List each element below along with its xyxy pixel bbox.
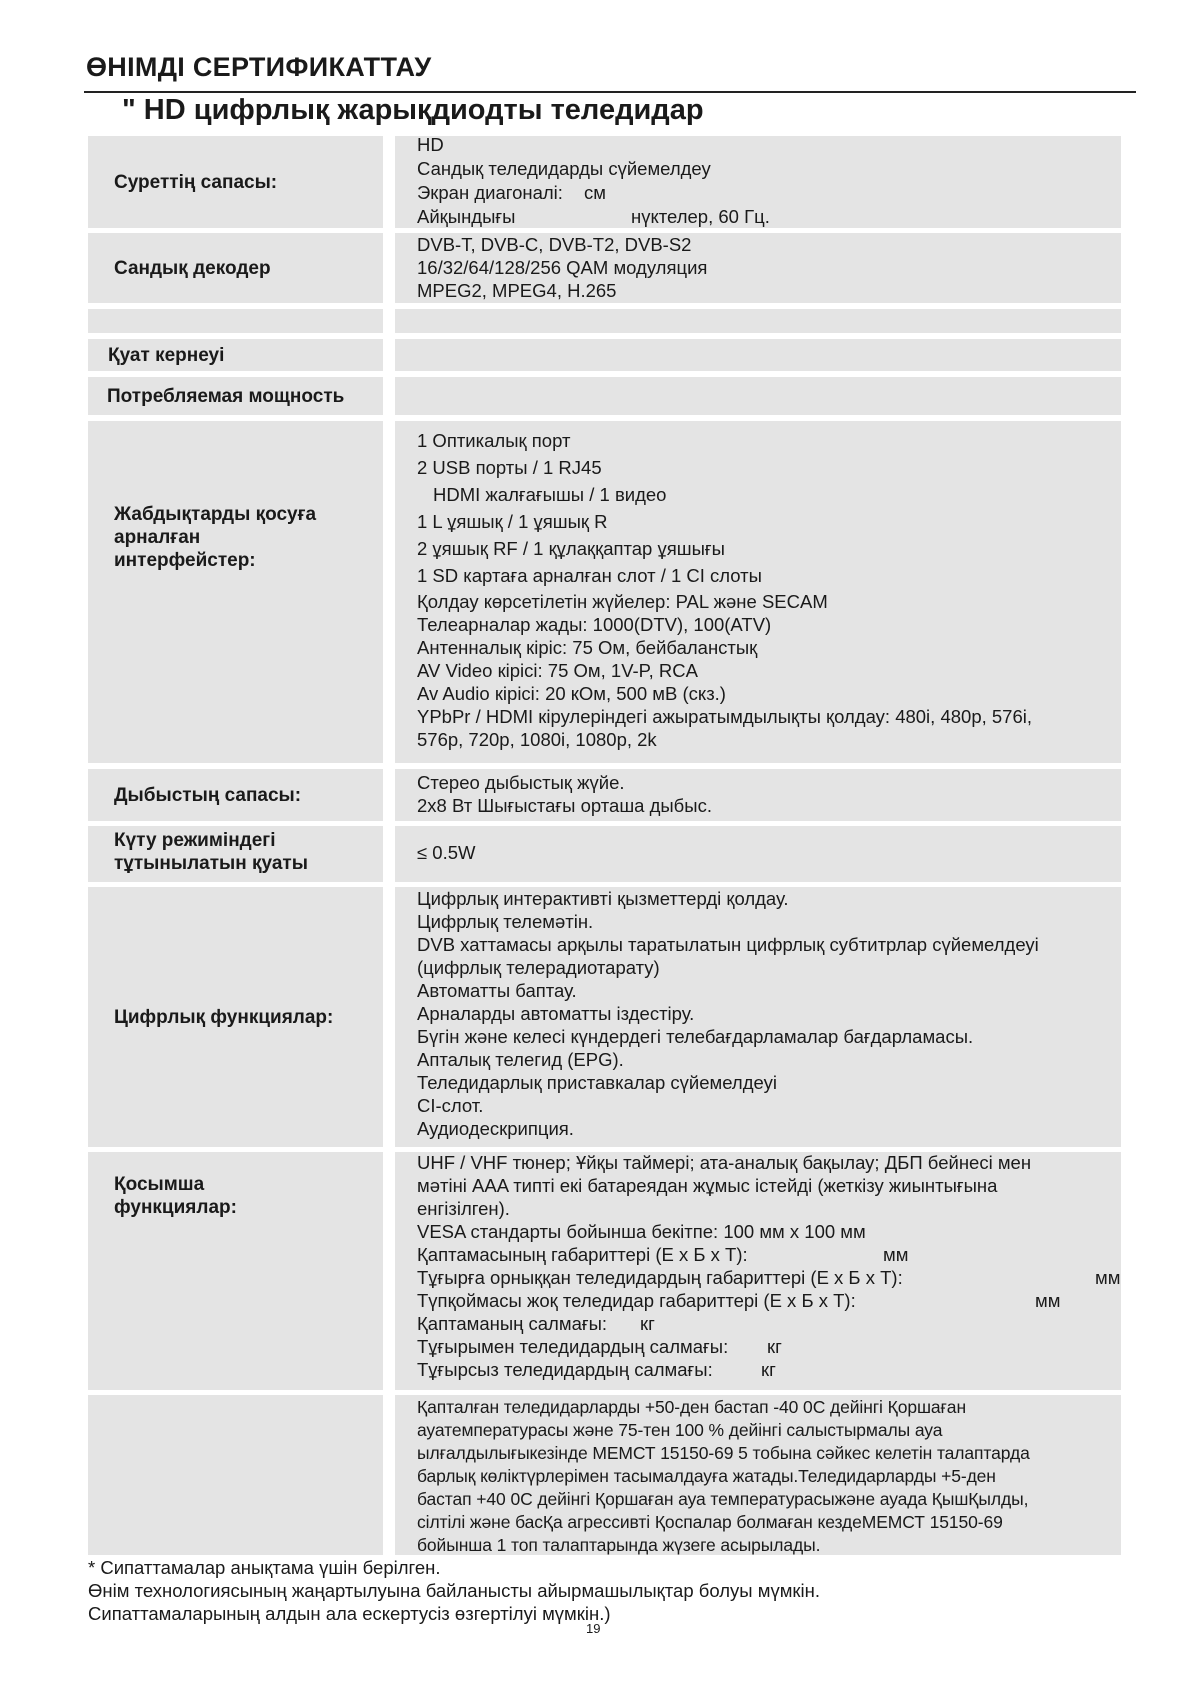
spec-line-weight: Тұғырымен теледидардың салмағы: bbox=[417, 1336, 729, 1357]
spec-label-picture: Суреттің сапасы: bbox=[88, 136, 383, 228]
spec-unit: кг bbox=[761, 1359, 776, 1380]
spec-line: HD bbox=[417, 134, 444, 155]
spec-line: 1 SD картаға арналған слот / 1 CI слоты bbox=[417, 565, 762, 586]
spec-value-picture bbox=[395, 136, 1121, 228]
spec-line: ылғалдылығыкезінде МЕМСТ 15150-69 5 тобына сәйкес келетін талаптарда bbox=[417, 1443, 1030, 1463]
spec-line: CI-слот. bbox=[417, 1095, 484, 1116]
spec-line: AV Video кірісі: 75 Ом, 1V-P, RCA bbox=[417, 660, 698, 681]
spec-line: 2 USB порты / 1 RJ45 bbox=[417, 457, 602, 478]
spec-label-sound: Дыбыстың сапасы: bbox=[88, 769, 383, 821]
spec-line-dimension: Қаптамасының габариттері (Е х Б х Т): bbox=[417, 1244, 748, 1265]
spec-unit: мм bbox=[1095, 1267, 1121, 1288]
spec-label-digital: Цифрлық функциялар: bbox=[88, 887, 383, 1147]
spec-line: DVB-T, DVB-C, DVB-T2, DVB-S2 bbox=[417, 234, 692, 255]
spec-value-environment bbox=[395, 1395, 1121, 1555]
page-subtitle: " HD цифрлық жарықдиодты теледидар bbox=[122, 94, 704, 126]
spec-line: ≤ 0.5W bbox=[417, 842, 476, 863]
spec-label-line: Жабдықтарды қосуға bbox=[114, 504, 317, 525]
spec-value-interfaces bbox=[395, 421, 1121, 763]
spec-label-line: тұтынылатын қуаты bbox=[114, 853, 308, 874]
spec-line: MPEG2, MPEG4, H.265 bbox=[417, 280, 617, 301]
spec-line: VESA стандарты бойынша бекітпе: 100 мм x 100 мм bbox=[417, 1221, 866, 1242]
spec-line-dimension: Тұғырға орныққан теледидардың габариттері (Е х Б х Т): bbox=[417, 1267, 903, 1288]
spec-line-weight: Тұғырсыз теледидардың салмағы: bbox=[417, 1359, 713, 1380]
spec-unit: кг bbox=[767, 1336, 782, 1357]
spec-line-resolution: Айқындығы bbox=[417, 206, 516, 227]
spec-line: 2 ұяшық RF / 1 құлаққаптар ұяшығы bbox=[417, 538, 725, 559]
spec-line: 1 L ұяшық / 1 ұяшық R bbox=[417, 511, 608, 532]
spec-label-decoder: Сандық декодер bbox=[88, 233, 383, 303]
footnote: * Сипаттамалар анықтама үшін берілген. bbox=[88, 1557, 441, 1578]
spec-label-line: Қосымша bbox=[114, 1174, 205, 1195]
spec-line: UHF / VHF тюнер; Ұйқы таймері; ата-аналық бақылау; ДБП бейнесі мен bbox=[417, 1152, 1032, 1173]
spec-line: Сандық теледидарды сүйемелдеу bbox=[417, 158, 711, 179]
spec-row-interfaces bbox=[88, 421, 1121, 763]
spec-line: (цифрлық телерадиотарату) bbox=[417, 957, 660, 978]
spec-label-standby bbox=[88, 826, 383, 882]
spec-unit: кг bbox=[640, 1313, 655, 1334]
spec-row-empty bbox=[88, 309, 1121, 333]
spec-line: Теледидарлық приставкалар сүйемелдеуі bbox=[417, 1072, 777, 1093]
spec-line: бастап +40 0С дейінгі Қоршаған ауа температурасыжәне ауада ҚышҚылды, bbox=[417, 1489, 1029, 1509]
spec-row-sound bbox=[88, 769, 1121, 821]
spec-unit: мм bbox=[883, 1244, 909, 1265]
spec-line: енгізілген). bbox=[417, 1198, 510, 1219]
spec-label-environment bbox=[88, 1395, 383, 1555]
spec-unit: мм bbox=[1035, 1290, 1061, 1311]
spec-row-power bbox=[88, 339, 1121, 371]
spec-row-environment bbox=[88, 1395, 1121, 1555]
spec-line-diagonal: Экран диагоналі: bbox=[417, 182, 563, 203]
spec-line: HDMI жалғағышы / 1 видео bbox=[433, 484, 667, 505]
spec-value-empty bbox=[395, 309, 1121, 333]
spec-value-consumption bbox=[395, 377, 1121, 415]
footnote: Сипаттамаларының алдын ала ескертусіз өзгертілуі мүмкін.) bbox=[88, 1603, 611, 1624]
spec-line: Апталық телегид (EPG). bbox=[417, 1049, 624, 1070]
spec-line: Телеарналар жады: 1000(DTV), 100(ATV) bbox=[417, 614, 772, 635]
spec-value-extra bbox=[395, 1152, 1121, 1390]
spec-label-line: арналған bbox=[114, 527, 201, 548]
spec-line: Стерео дыбыстық жүйе. bbox=[417, 772, 625, 793]
spec-line: Av Audio кірісі: 20 кОм, 500 мВ (скз.) bbox=[417, 683, 726, 704]
spec-line: Арналарды автоматты іздестіру. bbox=[417, 1003, 695, 1024]
spec-line: Цифрлық телемәтін. bbox=[417, 911, 594, 932]
spec-unit: нүктелер, 60 Гц. bbox=[631, 206, 770, 227]
spec-label-line: Күту режиміндегі bbox=[114, 830, 276, 851]
spec-label-empty bbox=[88, 309, 383, 333]
spec-line: YPbPr / HDMI кірулеріндегі ажыратымдылықты қолдау: 480i, 480p, 576i, bbox=[417, 706, 1032, 727]
spec-row-decoder bbox=[88, 233, 1121, 303]
spec-value-digital bbox=[395, 887, 1121, 1147]
spec-line-weight: Қаптаманың салмағы: bbox=[417, 1313, 608, 1334]
spec-label-extra bbox=[88, 1152, 383, 1390]
title-rule bbox=[84, 91, 1136, 93]
page-title: ӨНІМДІ СЕРТИФИКАТТАУ bbox=[86, 52, 432, 82]
spec-value-decoder bbox=[395, 233, 1121, 303]
spec-line: барлық көліктүрлерімен тасымалдауға жатады.Теледидарларды +5-ден bbox=[417, 1466, 996, 1486]
spec-line-dimension: Түпқоймасы жоқ теледидар габариттері (Е х Б х Т): bbox=[417, 1290, 856, 1311]
spec-row-picture bbox=[88, 136, 1121, 228]
spec-label-line: функциялар: bbox=[114, 1197, 237, 1218]
spec-line: мәтіні AAA типті екі батареядан жұмыс істейді (жеткізу жиынтығына bbox=[417, 1175, 998, 1196]
spec-line: Қапталған теледидарларды +50-ден бастап -40 0С дейінгі Қоршаған bbox=[417, 1397, 967, 1417]
spec-line: Антенналық кіріс: 75 Ом, бейбаланстық bbox=[417, 637, 758, 658]
spec-line: сілтілі және басҚа агрессивті Қоспалар болмаған кездеМЕМСТ 15150-69 bbox=[417, 1512, 1003, 1532]
page-number: 19 bbox=[586, 1621, 601, 1636]
spec-line: 16/32/64/128/256 QAM модуляция bbox=[417, 257, 708, 278]
spec-row-standby bbox=[88, 826, 1121, 882]
spec-row-consumption bbox=[88, 377, 1121, 415]
spec-line: Автоматты баптау. bbox=[417, 980, 577, 1001]
footnote: Өнім технологиясының жаңартылуына байланысты айырмашылықтар болуы мүмкін. bbox=[88, 1580, 820, 1601]
spec-value-sound bbox=[395, 769, 1121, 821]
spec-label-consumption: Потребляемая мощность bbox=[88, 377, 383, 415]
spec-line: ауатемпературасы және 75-тен 100 % дейінгі салыстырмалы ауа bbox=[417, 1420, 943, 1440]
spec-line: Бүгін және келесі күндердегі телебағдарламалар бағдарламасы. bbox=[417, 1026, 974, 1047]
spec-row-extra bbox=[88, 1152, 1121, 1390]
spec-label-interfaces bbox=[88, 421, 383, 763]
spec-label-power: Қуат кернеуі bbox=[88, 339, 383, 371]
spec-label-line: интерфейстер: bbox=[114, 550, 256, 571]
spec-line: 1 Оптикалық порт bbox=[417, 430, 571, 451]
spec-line: DVB хаттамасы арқылы таратылатын цифрлық субтитрлар сүйемелдеуі bbox=[417, 934, 1039, 955]
spec-line: Аудиодескрипция. bbox=[417, 1118, 574, 1139]
spec-line: 2x8 Вт Шығыстағы орташа дыбыс. bbox=[417, 795, 712, 816]
spec-line: бойынша 1 топ талаптарында жүзеге асырылады. bbox=[417, 1535, 821, 1555]
spec-value-standby bbox=[395, 826, 1121, 882]
spec-line: Цифрлық интерактивті қызметтерді қолдау. bbox=[417, 888, 789, 909]
spec-line: 576p, 720p, 1080i, 1080p, 2k bbox=[417, 729, 657, 750]
spec-unit: см bbox=[584, 182, 606, 203]
spec-value-power bbox=[395, 339, 1121, 371]
spec-line: Қолдау көрсетілетін жүйелер: PAL және SECAM bbox=[417, 591, 828, 612]
spec-row-digital bbox=[88, 887, 1121, 1147]
